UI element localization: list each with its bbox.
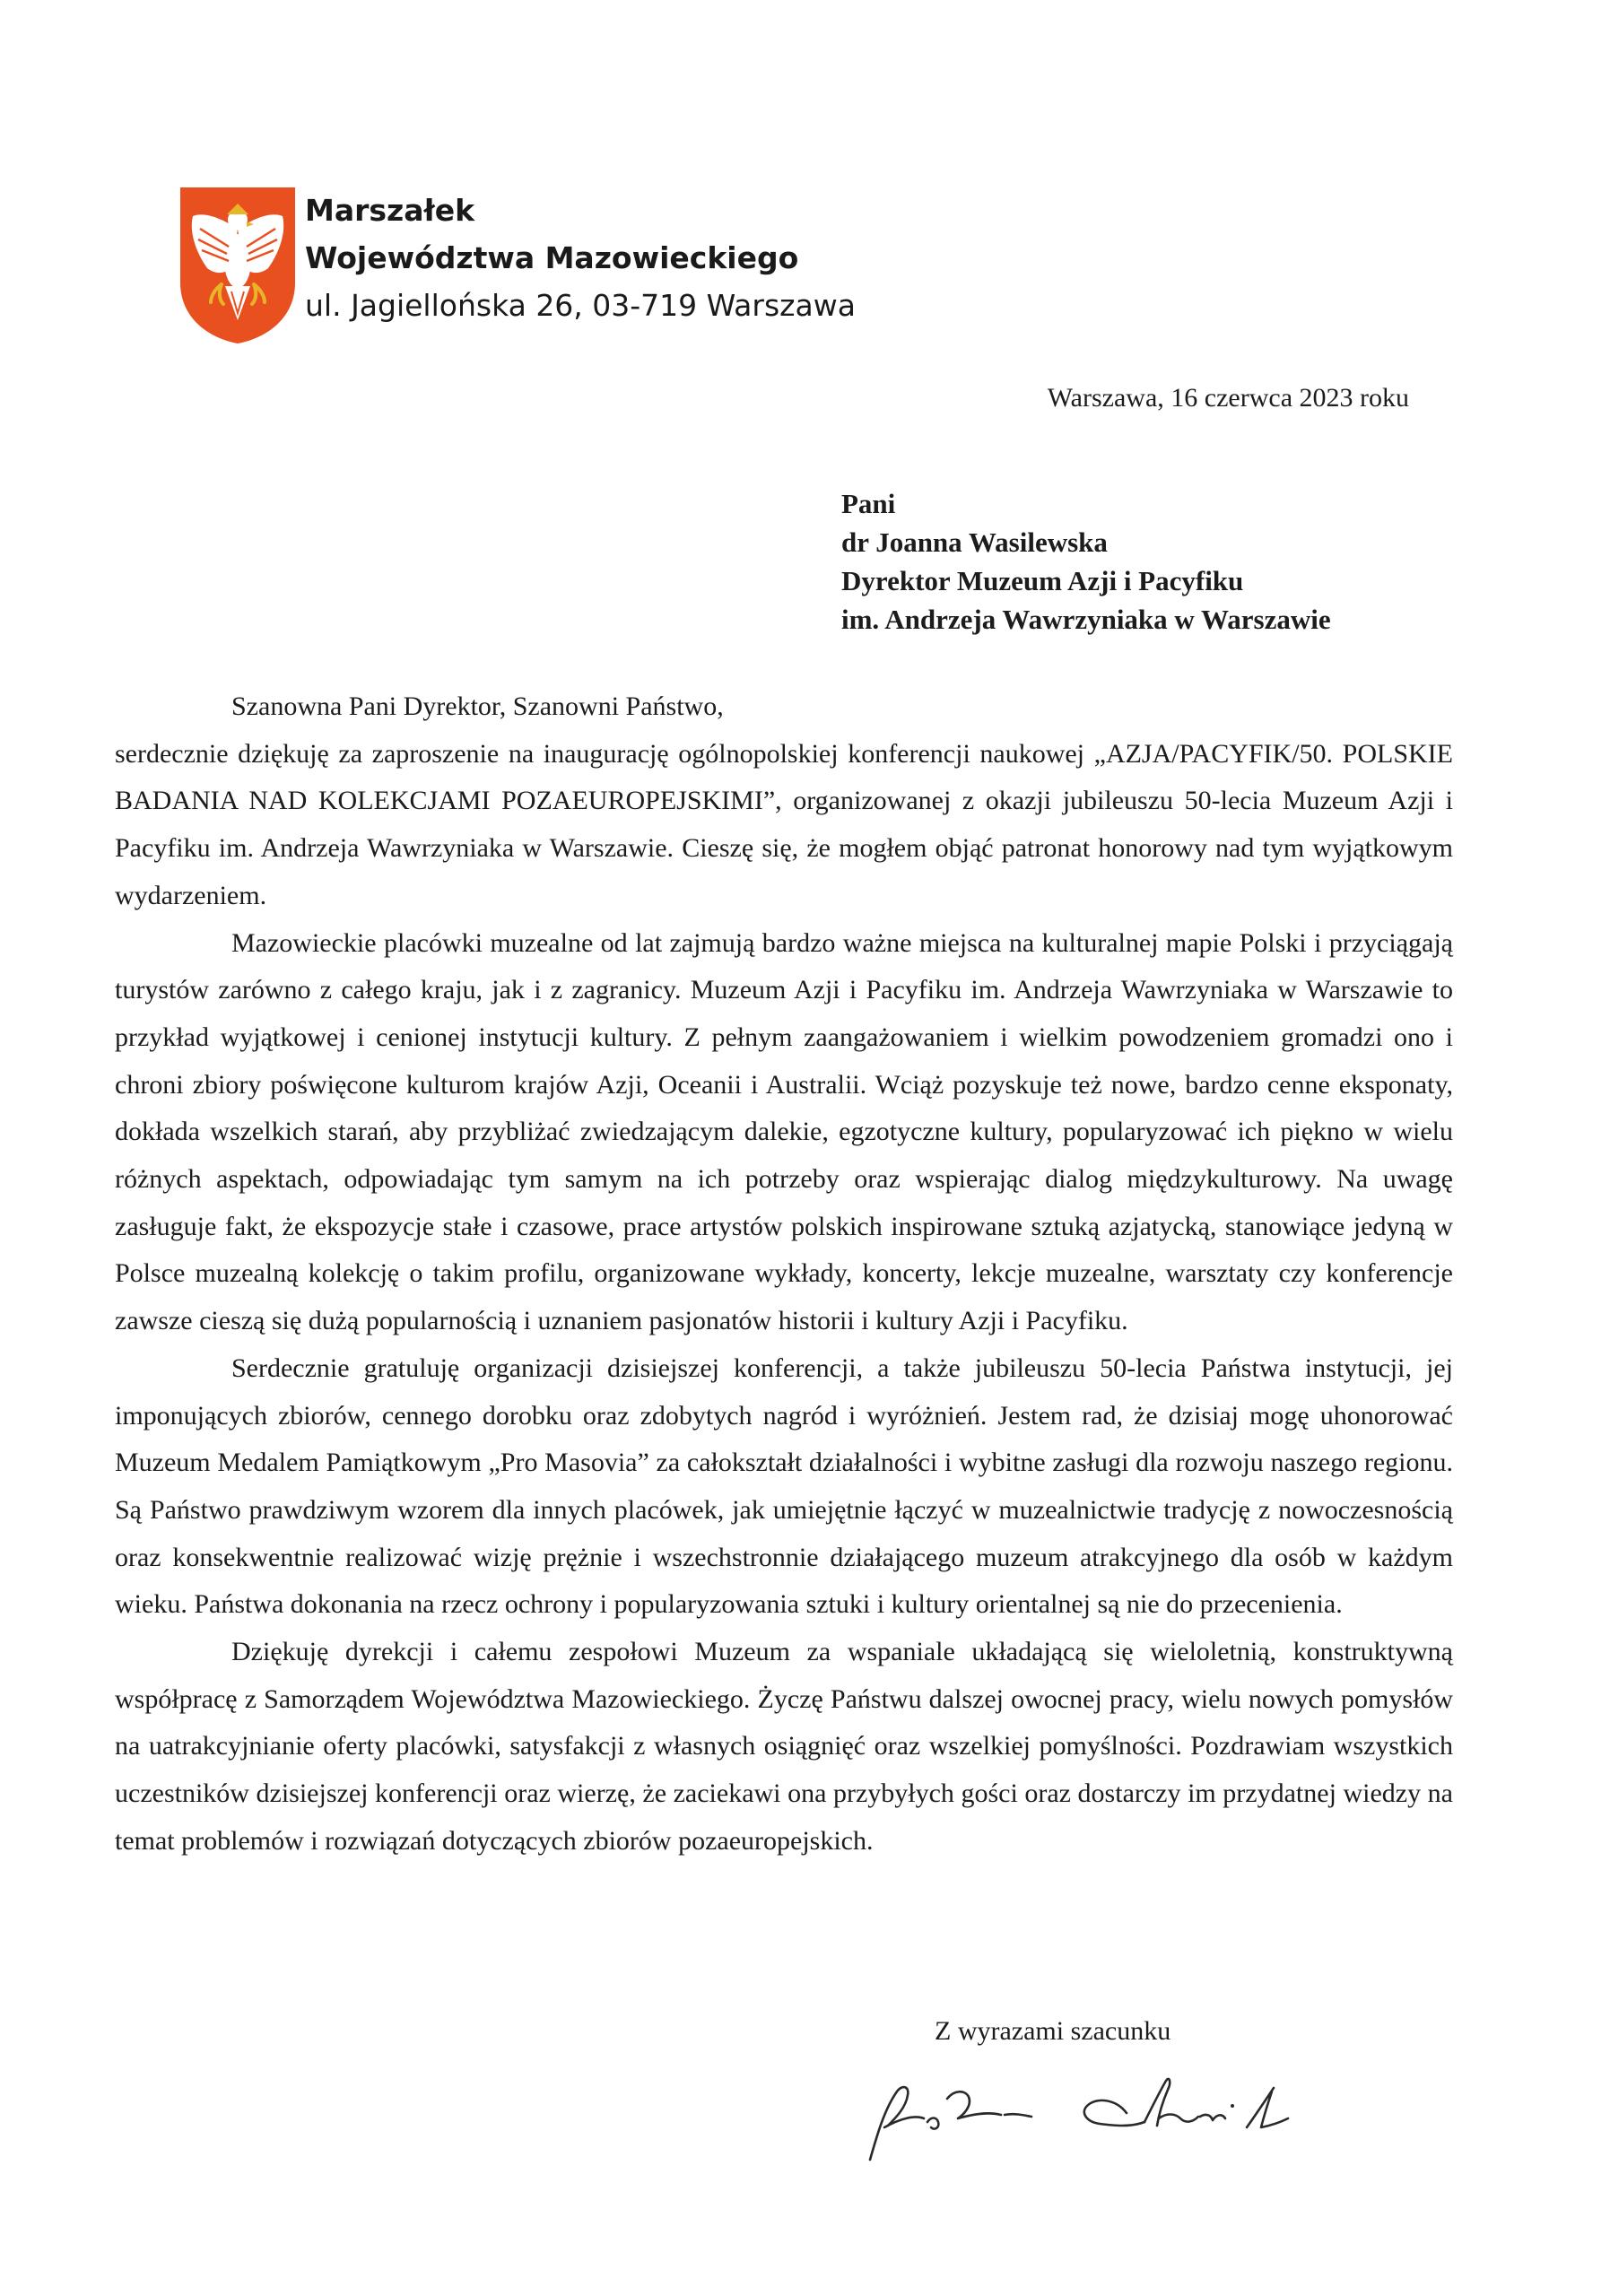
letter-body	[115, 683, 1453, 1866]
handwritten-signature	[861, 2063, 1318, 2170]
letterhead	[305, 187, 856, 329]
recipient-name: dr Joanna Wasilewska	[841, 526, 1108, 558]
body-paragraph: Dziękuję dyrekcji i całemu zespołowi Muzeum za wspaniale układającą się wieloletnią, konstruktywną współpracę z Samorządem Województwa Mazowieckiego. Życzę Państwu dalszej owocnej pracy, wielu nowych pomysłów na uatrakcyjnianie oferty placówki, satysfakcji z własnych osiągnięć oraz wszelkiej pomyślności. Pozdrawiam wszystkich uczestników dzisiejszej konferencji oraz wierzę, że zaciekawi ona przybyłych gości oraz dostarczy im przydatnej wiedzy na temat problemów i rozwiązań dotyczących zbiorów pozaeuropejskich.	[115, 1637, 1453, 1856]
letter-date: Warszawa, 16 czerwca 2023 roku	[1047, 383, 1409, 413]
body-paragraph: Serdecznie gratuluję organizacji dzisiejszej konferencji, a także jubileuszu 50-lecia Państwa instytucji, jej imponujących zbiorów, cennego dorobku oraz zdobytych nagród i wyróżnień. Jestem rad, że dzisiaj mogę uhonorować Muzeum Medalem Pamiątkowym „Pro Masovia” za całokształt działalności i wybitne zasługi dla rozwoju naszego regionu. Są Państwo prawdziwym wzorem dla innych placówek, jak umiejętnie łączyć w muzealnictwie tradycję z nowoczesnością oraz konsekwentnie realizować wizję prężnie i wszechstronnie działającego muzeum atrakcyjnego dla osób w każdym wieku. Państwa dokonania na rzecz ochrony i popularyzowania sztuki i kultury orientalnej są nie do przecenienia.	[115, 1352, 1453, 1620]
recipient-block	[841, 484, 1331, 639]
issuer-address: ul. Jagiellońska 26, 03-719 Warszawa	[305, 288, 856, 323]
recipient-salutation: Pani	[841, 488, 896, 519]
recipient-position: Dyrektor Muzeum Azji i Pacyfiku	[841, 565, 1244, 596]
body-paragraph: Mazowieckie placówki muzealne od lat zajmują bardzo ważne miejsca na kulturalnej mapie Polski i przyciągają turystów zarówno z całego kraju, jak i z zagranicy. Muzeum Azji i Pacyfiku im. Andrzeja Wawrzyniaka w Warszawie to przykład wyjątkowej i cenionej instytucji kultury. Z pełnym zaangażowaniem i wielkim powodzeniem gromadzi ono i chroni zbiory poświęcone kulturom krajów Azji, Oceanii i Australii. Wciąż pozyskuje też nowe, bardzo cenne eksponaty, dokłada wszelkich starań, aby przybliżać zwiedzającym dalekie, egzotyczne kultury, popularyzować ich piękno w wielu różnych aspektach, odpowiadając tym samym na ich potrzeby oraz wspierając dialog międzykulturowy. Na uwagę zasługuje fakt, że ekspozycje stałe i czasowe, prace artystów polskich inspirowane sztuką azjatycką, stanowiące jedyną w Polsce muzealną kolekcję o takim profilu, organizowane wykłady, koncerty, lekcje muzealne, warsztaty czy konferencje zawsze cieszą się dużą popularnością i uznaniem pasjonatów historii i kultury Azji i Pacyfiku.	[115, 927, 1453, 1336]
issuer-office: Województwa Mazowieckiego	[305, 240, 799, 275]
greeting: Szanowna Pani Dyrektor, Szanowni Państwo,	[231, 691, 724, 721]
recipient-institution: im. Andrzeja Wawrzyniaka w Warszawie	[841, 604, 1331, 635]
mazovia-eagle-crest-icon	[175, 184, 300, 345]
closing: Z wyrazami szacunku	[935, 2016, 1171, 2046]
body-paragraph: serdecznie dziękuję za zaproszenie na inaugurację ogólnopolskiej konferencji naukowej „AZJA/PACYFIK/50. POLSKIE BADANIA NAD KOLEKCJAMI POZAEUROPEJSKIMI”, organizowanej z okazji jubileuszu 50-lecia Muzeum Azji i Pacyfiku im. Andrzeja Wawrzyniaka w Warszawie. Cieszę się, że mogłem objąć patronat honorowy nad tym wyjątkowym wydarzeniem.	[115, 738, 1453, 910]
issuer-title: Marszałek	[305, 193, 475, 228]
